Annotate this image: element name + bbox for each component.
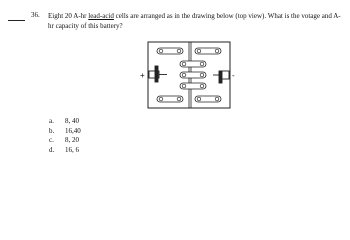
battery-diagram xyxy=(135,40,245,112)
choice-letter: a. xyxy=(49,117,54,125)
choice-a[interactable] xyxy=(49,117,81,127)
question-text xyxy=(48,11,342,31)
answer-blank-line xyxy=(8,20,25,21)
choice-c[interactable] xyxy=(49,136,81,146)
choice-answer: 8, 20 xyxy=(65,136,79,144)
choice-d[interactable] xyxy=(49,146,81,156)
answer-choices xyxy=(49,117,81,155)
choice-letter: d. xyxy=(49,145,55,154)
question-text-start: Eight 20 A-hr xyxy=(48,12,89,20)
choice-letter: b. xyxy=(49,126,55,135)
positive-terminal xyxy=(149,66,167,82)
choice-answer: 16, 6 xyxy=(65,145,79,154)
plus-label: + xyxy=(140,71,145,80)
choice-letter: c. xyxy=(49,136,54,144)
choice-answer: 8, 40 xyxy=(65,117,79,125)
question-text-end: cells are arranged as in the drawing below (top view). What is the votage and A-hr capacity of this battery? xyxy=(48,12,341,30)
choice-answer: 16,40 xyxy=(65,126,81,135)
choice-b[interactable] xyxy=(49,127,81,137)
question-number: 36. xyxy=(31,11,40,19)
negative-terminal xyxy=(213,71,229,83)
question-underlined-term: lead-acid xyxy=(88,12,114,20)
minus-label: - xyxy=(232,71,235,80)
